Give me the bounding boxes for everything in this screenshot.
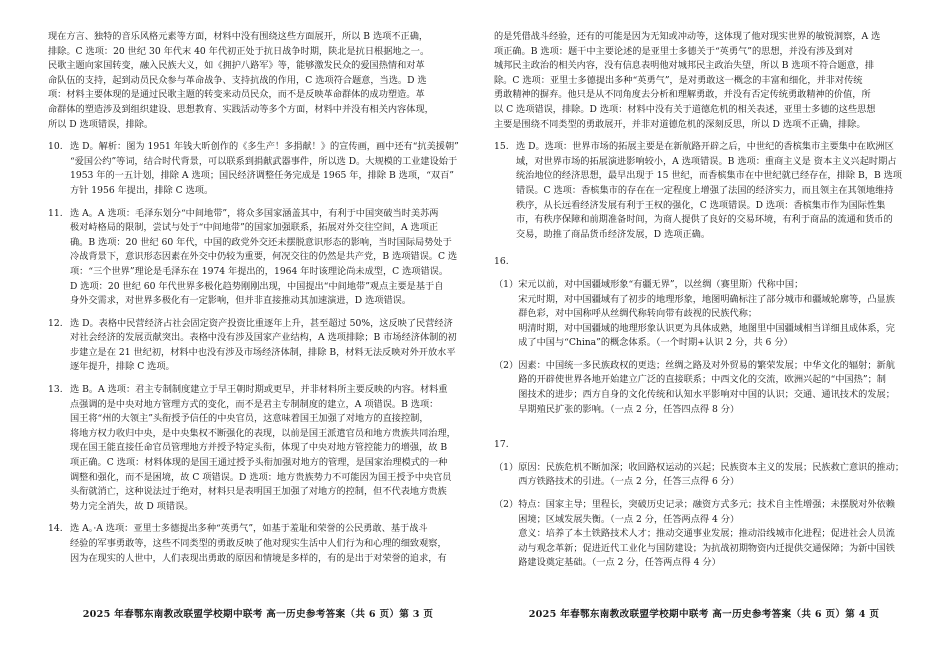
text-line: 路的开辟使世界各地开始建立广泛的直接联系；中西文化的交流，欧洲兴起的“中国热”；制 — [518, 374, 886, 386]
question-number: 15. — [494, 141, 509, 153]
text-line: 因为在现实的人世中，人们表现出勇敢的原因和情境是多样的，有的是出于对荣誉的追求，有 — [70, 552, 447, 564]
answer-10 — [48, 140, 468, 198]
text-line: 早期殖民扩张的影响。（一点 2 分，任答四点得 8 分） — [518, 403, 740, 415]
text-line: 意义：培养了本土铁路技术人才；推动交通事业发展；推动沿线城市化进程；促进社会人员流 — [518, 528, 895, 540]
text-line: 1953 年的一五计划，排除 A 选项；国民经济调整任务完成是 1965 年，排除 B 选项，“双百” — [70, 170, 454, 182]
text-line: 国王将“州的大领主”头衔授予信任的中央官员，这意味着国王加强了对地方的直接控制， — [70, 413, 429, 425]
text-line: 现在方言、独特的音乐风格元素等方面，材料中没有围绕这些方面展开，所以 B 选项不正确， — [48, 31, 429, 42]
text-line: 除。C 选项：亚里士多德提出多种“英勇气”，是对勇敢这一概念的丰富和细化，并非对传统 — [494, 74, 863, 86]
text-line: 项：材料主要体现的是通过民歌主题的转变来动员民众，而不是反映革命群体的成功塑造。革 — [48, 89, 425, 101]
text-line: 成了中国与“China”的概念体系。（一个时期+认识 2 分，共 6 分） — [518, 337, 793, 349]
question-number: 17. — [494, 439, 509, 451]
part-number: （2） — [494, 499, 519, 511]
question-number: 11. — [48, 207, 63, 219]
text-line: 特点：国家主导；里程长，突破历史记录；融资方式多元；技术自主性增强；未摆脱对外依赖 — [518, 499, 895, 511]
text-line: 点强调的是中央对地方管理方式的变化，而不是君主专制制度的建立，A 项错误。B 选项： — [70, 398, 439, 410]
page-footer-4: 2025 年春鄂东南教改联盟学校期中联考 高一历史参考答案（共 6 页）第 4 页 — [528, 609, 880, 620]
text-line: 市，有秩序保障和前期准备时间，为商人提供了良好的交易环境，有利于商品的流通和货币的 — [516, 214, 893, 226]
text-line: 的是凭借战斗经验，还有的可能是因为无知或冲动等，这体现了他对现实世界的敏锐洞察，A 选 — [494, 31, 881, 42]
question-number: 16. — [494, 256, 509, 268]
text-line: 项正确。C 选项：材料体现的是国王通过授予头衔加强对地方的管理，是国家治理模式的一种 — [70, 457, 448, 469]
left-page — [48, 30, 468, 630]
text-line: 错误。C 选项：香槟集市的存在在一定程度上增强了法国的经济实力，而且领主在其领地维持 — [516, 184, 894, 196]
part-number: （1） — [494, 278, 519, 290]
answer-16-part-2 — [494, 359, 914, 417]
question-number: 10. — [48, 141, 63, 153]
text-line: 调整和强化，而不是困境，故 C 项错误。D 选项：地方贵族势力不可能因为国王授予中央官员 — [70, 471, 452, 483]
text-line: 困境；区域发展失衡。（一点 2 分，任答两点得 4 分） — [518, 513, 740, 525]
text-line: 动与观念革新；促进近代工业化与国防建设；为抗战初期物资内迁提供交通保障；为新中国铁 — [518, 542, 895, 554]
text-line: 势力完全消失，故 D 项错误。 — [70, 500, 194, 512]
text-line: 确。B 选项：20 世纪 60 年代，中国的政党外交还未摆脱意识形态的影响，当时国际局势处于 — [70, 236, 452, 248]
text-line: 以 C 选项错误，排除。D 选项：材料中没有关于道德危机的相关表述，亚里士多德的这些思想 — [494, 103, 876, 115]
text-line: 冷战背景下，意识形态因素在外交中仍较为重要，何况交往的仍然是共产党，B 选项错误。C 选 — [70, 251, 458, 263]
text-line: 西方铁路技术的引进。（一点 2 分，任答三点得 6 分） — [518, 476, 740, 488]
text-line: 因素：中国统一多民族政权的更迭；丝绸之路及对外贸易的繁荣发展；中华文化的辐射；新航 — [518, 359, 895, 371]
text-line: 明清时期，对中国疆域的地理形象认识更为具体成熟，地图里中国疆域相当详细且成体系，完 — [518, 322, 895, 334]
question-number: 14. — [48, 523, 63, 535]
text-line: 命队伍的支持，起到动员民众参与革命战争、支持抗战的作用，C 选项符合题意，当选。D 选 — [48, 74, 427, 86]
text-line: 宋元以前，对中国疆域形象“有疆无界”，以丝绸（赛里斯）代称中国； — [518, 278, 804, 290]
text-line: 城邦民主政治的相关内容，没有信息表明他对城邦民主政治失望，所以 B 选项不符合题意，排 — [494, 60, 875, 72]
right-page — [494, 30, 914, 630]
text-line: 头衔就消亡，这种说法过于绝对，材料只是表明国王加强了对地方的控制，但不代表地方贵族 — [70, 486, 447, 498]
text-line: 项：“三个世界”理论是毛泽东在 1974 年提出的，1964 年时该理论尚未成型，C 选项错误。 — [70, 265, 449, 277]
question-number: 12. — [48, 317, 63, 329]
text-line: 现在国王能直接任命官员管理地方并授予特定头衔，体现了中央对地方管控能力的增强，故 B — [70, 442, 448, 454]
text-line: 将地方权力收归中央，是中央集权不断强化的表现，以前是国王派遣官员和地方贵族共同治理， — [70, 427, 456, 439]
part-number: （2） — [494, 359, 519, 371]
text-line: D 选项：20 世纪 60 年代世界多极化趋势刚刚出现，中国提出“中间地带”观点主要是基于自 — [70, 280, 444, 292]
text-line: 群色彩，对中国称呼从丝绸代称转向带有歧视的民族代称； — [518, 308, 758, 320]
text-line: 交易，助推了商品货币经济发展，D 选项正确。 — [516, 228, 711, 240]
text-line: 身外交需求，对世界多极化有一定影响，但并非直接推动其加速演进，D 选项错误。 — [70, 295, 412, 307]
text-line: 步建立是在 21 世纪初，材料中也没有涉及市场经济体制，排除 B，材料无法反映对外开放水平 — [70, 346, 456, 358]
text-line: 秩序，从长远看经济发展有利于王权的强化，C 选项错误。D 选项：香槟集市作为国际性集 — [516, 199, 886, 211]
text-line: 逐年提升，排除 C 选项。 — [70, 361, 175, 373]
text-line: 选 D。选项：世界市场的拓展主要是在新航路开辟之后，中世纪的香槟集市主要集中在欧洲区 — [516, 141, 894, 153]
text-line: 极对峙格局的限制，尝试与处于“中间地带”的国家加强联系，拓展对外交往空间，A 选项正 — [70, 222, 439, 234]
answer-15 — [494, 140, 914, 242]
text-line: 原因：民族危机不断加深；收回路权运动的兴起；民族资本主义的发展；民族救亡意识的推动； — [518, 461, 905, 473]
part-number: （1） — [494, 461, 519, 473]
answer-12 — [48, 317, 468, 375]
text-line: 域，对世界市场的拓展演进影响较小，A 选项错误。B 选项：重商主义是 资本主义兴起时期占 — [516, 155, 897, 167]
text-line: 命群体的塑造涉及到组织建设、思想教育、实践活动等多个方面，材料中并没有相关内容体现， — [48, 103, 434, 115]
left-intro — [48, 30, 468, 131]
text-line: 排除。C 选项：20 世纪 30 年代末 40 年代初正处于抗日战争时期，陕北是抗日根据地之一。 — [48, 45, 430, 57]
text-line: 项正确。B 选项：题干中主要论述的是亚里士多德关于“英勇气”的思想，并没有涉及到对 — [494, 45, 854, 57]
text-line: 对社会经济的发展贡献突出。表格中没有涉及国家产业结构，A 选项排除；B 市场经济体制的初 — [70, 332, 457, 344]
answer-11 — [48, 207, 468, 309]
text-line: 主要是围绕不同类型的勇敢展开，并非对道德危机的深刻反思，所以 D 选项不正确，排除。 — [494, 118, 866, 130]
text-line: 选 A。·A 选项：亚里士多德提出多种“英勇气”，如基于羞耻和荣誉的公民勇敢、基于战斗 — [70, 523, 428, 535]
text-line: 勇敢精神的摒弃。他只是从不同角度去分析和理解勇敢，并没有否定传统勇敢精神的价值，所 — [494, 89, 871, 101]
answer-17-part-1 — [494, 461, 914, 490]
text-line: 经验的军事勇敢等，这些不同类型的勇敢反映了他对现实生活中人们行为和心理的细致观察， — [70, 538, 447, 549]
text-line: “爱国公约”等词，结合时代背景，可以联系到捐献武器事件，所以选 D。大规模的工业建设始于 — [70, 155, 458, 167]
text-line: 宋元时期，对中国疆域有了初步的地理形象，地图明确标注了部分城市和疆域轮廓等，凸显族 — [518, 293, 895, 305]
text-line: 选 B。A 选项：君主专制制度建立于早王朝时期或更早，并非材料所主要反映的内容。材料重 — [70, 384, 448, 396]
text-line: 所以 D 选项错误，排除。 — [48, 118, 154, 130]
text-line: 路建设奠定基础。（一点 2 分，任答两点得 4 分） — [518, 557, 721, 569]
text-line: 方针 1956 年提出，排除 C 选项。 — [70, 184, 214, 196]
text-line: 统治地位的经济思想，最早出现于 15 世纪，而香槟集市在中世纪就已经存在，排除 B，B 选项 — [516, 170, 902, 182]
text-line: 选 A。A 选项：毛泽东划分“中间地带”，将众多国家涵盖其中，有利于中国突破当时美苏两 — [70, 207, 439, 219]
question-number: 13. — [48, 384, 63, 396]
answer-13 — [48, 383, 468, 514]
answer-14 — [48, 522, 468, 566]
page-footer-3: 2025 年春鄂东南教改联盟学校期中联考 高一历史参考答案（共 6 页）第 3 页 — [82, 609, 434, 620]
right-intro — [494, 30, 914, 131]
text-line: 选 D。表格中民营经济占社会固定资产投资比重逐年上升，甚至超过 50%，这反映了民营经济 — [70, 317, 453, 329]
text-line: 选 D。解析：图为 1951 年钱大昕创作的《多生产！多捐献！》的宣传画，画中还有“抗美援朝” — [70, 141, 459, 153]
answer-17-part-2 — [494, 498, 914, 571]
answer-16-part-1 — [494, 278, 914, 351]
text-line: 图技术的进步；西方自身的文化传统和认知水平影响对中国的认识；交通、通讯技术的发展； — [518, 389, 895, 401]
text-line: 民歌主题向家国转变，融入民族大义，如《拥护八路军》等，能够激发民众的爱国热情和对革 — [48, 60, 425, 72]
